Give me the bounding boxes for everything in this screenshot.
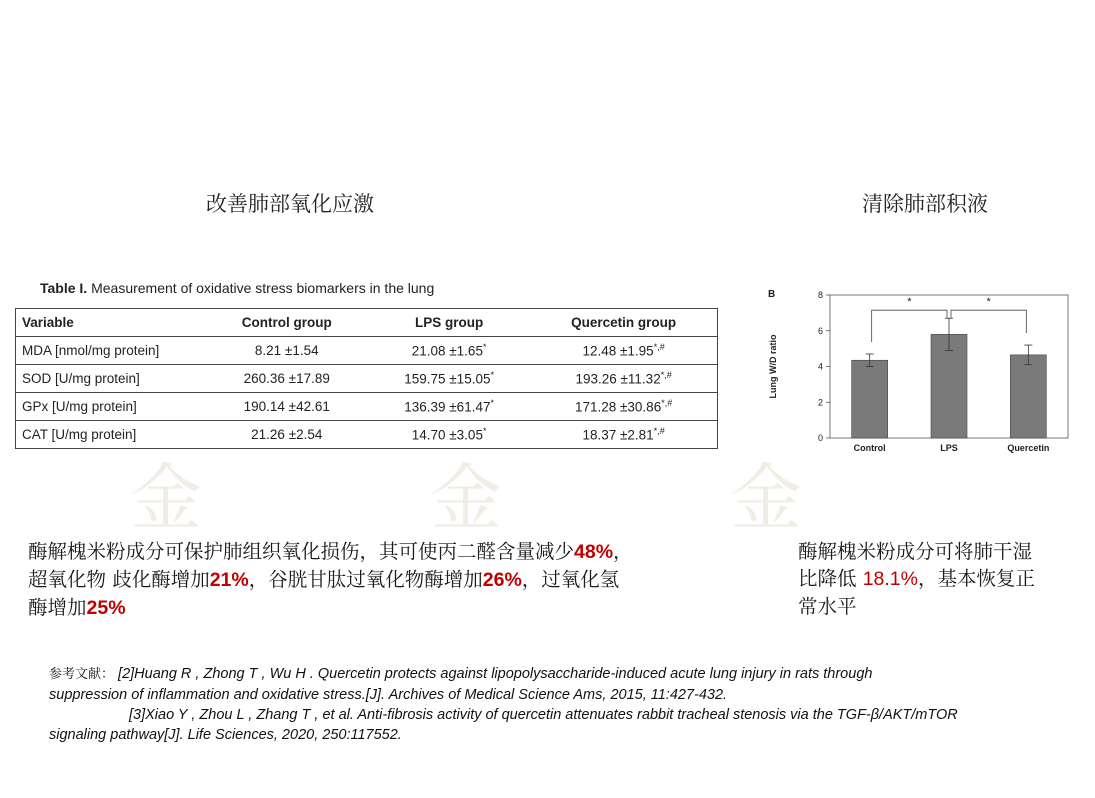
cell-variable: CAT [U/mg protein] xyxy=(16,421,206,449)
header-control: Control group xyxy=(206,309,369,337)
heading-lung-fluid: 清除肺部积液 xyxy=(862,192,988,216)
reference-text: [3]Xiao Y , Zhou L , Zhang T , et al. Anti-fibrosis activity of quercetin attenuates rabbit tracheal stenosis via the TGF-β/AKT/mTOR xyxy=(129,707,958,723)
para-text: 超氧化物 歧化酶增加 xyxy=(28,568,210,591)
cell-lps xyxy=(368,393,530,421)
reference-text: signaling pathway[J]. Life Sciences, 2020, 250:117552. xyxy=(49,727,402,743)
cell-value: 136.39 ±61.47 xyxy=(404,399,491,415)
para-text: 酶解槐米粉成分可将肺干湿 xyxy=(798,540,1033,563)
lung-wd-ratio-chart xyxy=(760,283,1075,463)
para-text: ，谷胱甘肽过氧化物酶增加 xyxy=(248,568,483,591)
cell-variable: GPx [U/mg protein] xyxy=(16,393,206,421)
y-tick-label: 6 xyxy=(817,325,823,336)
heading-oxidative-stress: 改善肺部氧化应激 xyxy=(206,192,374,216)
header-variable: Variable xyxy=(16,309,206,337)
watermark-glyph: 金 xyxy=(430,456,503,540)
x-tick-label: Quercetin xyxy=(1007,443,1050,453)
references xyxy=(49,664,1059,745)
cell-quercetin xyxy=(530,421,717,449)
cell-sup: * xyxy=(482,342,487,353)
cell-lps xyxy=(368,337,530,365)
highlight-pct: 26% xyxy=(482,569,522,591)
biomarker-table xyxy=(15,308,718,449)
table-caption-label: Table I. xyxy=(40,280,88,296)
cell-quercetin xyxy=(530,365,717,393)
x-tick-label: Control xyxy=(853,443,886,453)
cell-value: 12.48 ±1.95 xyxy=(582,343,654,359)
table-header-row xyxy=(16,309,718,337)
y-tick-label: 2 xyxy=(817,397,823,408)
para-text: ， xyxy=(613,540,633,563)
highlight-pct: 21% xyxy=(209,569,249,591)
table-row xyxy=(16,421,718,449)
cell-quercetin xyxy=(530,393,717,421)
cell-value: 21.08 ±1.65 xyxy=(411,343,483,359)
cell-sup: *,# xyxy=(660,370,672,381)
para-text: 酶解槐米粉成分可保护肺组织氧化损伤，其可使丙二醛含量减少 xyxy=(28,540,575,563)
para-text: ，基本恢复正 xyxy=(918,567,1036,590)
cell-lps xyxy=(368,365,530,393)
table-row xyxy=(16,337,718,365)
cell-variable: SOD [U/mg protein] xyxy=(16,365,206,393)
cell-sup: * xyxy=(482,426,487,437)
cell-value: 171.28 ±30.86 xyxy=(574,399,662,415)
reference-text: suppression of inflammation and oxidative stress.[J]. Archives of Medical Science Ams, 2015, 11:427-432. xyxy=(49,687,728,703)
table-caption-text: Measurement of oxidative stress biomarkers in the lung xyxy=(87,280,435,296)
header-quercetin: Quercetin group xyxy=(530,309,717,337)
table-caption xyxy=(40,280,434,296)
bar xyxy=(1010,355,1046,438)
y-tick-label: 0 xyxy=(817,433,823,443)
cell-value: 14.70 ±3.05 xyxy=(411,427,483,443)
significance-bracket xyxy=(951,310,1026,333)
cell-variable: MDA [nmol/mg protein] xyxy=(16,337,206,365)
y-tick-label: 4 xyxy=(817,361,823,372)
bar xyxy=(852,360,888,438)
header-lps: LPS group xyxy=(368,309,530,337)
para-text: ，过氧化氢 xyxy=(521,568,620,591)
y-axis-label: Lung W/D ratio xyxy=(768,334,778,399)
panel-label: B xyxy=(768,289,776,300)
significance-label: * xyxy=(907,296,912,309)
oxidative-stress-summary xyxy=(28,538,728,622)
cell-control: 260.36 ±17.89 xyxy=(206,365,369,393)
cell-sup: *,# xyxy=(653,426,665,437)
cell-value: 159.75 ±15.05 xyxy=(404,371,491,387)
cell-sup: * xyxy=(490,398,494,409)
highlight-pct: 18.1% xyxy=(862,568,918,590)
reference-text: [2]Huang R , Zhong T , Wu H . Quercetin protects against lipopolysaccharide-induced acute lung injury in rats through xyxy=(118,666,873,682)
cell-value: 193.26 ±11.32 xyxy=(575,371,661,387)
y-tick-label: 8 xyxy=(817,290,823,300)
cell-control: 190.14 ±42.61 xyxy=(206,393,369,421)
para-text: 比降低 xyxy=(798,567,863,590)
cell-sup: * xyxy=(490,370,494,381)
table-row xyxy=(16,393,718,421)
para-text: 酶增加 xyxy=(28,596,87,619)
cell-control: 21.26 ±2.54 xyxy=(206,421,369,449)
cell-value: 18.37 ±2.81 xyxy=(582,427,654,443)
x-tick-label: LPS xyxy=(940,443,958,453)
highlight-pct: 25% xyxy=(86,597,126,619)
para-text: 常水平 xyxy=(798,595,857,618)
watermark-glyph: 金 xyxy=(730,456,803,540)
cell-sup: *,# xyxy=(661,398,673,409)
cell-quercetin xyxy=(530,337,717,365)
watermark-glyph: 金 xyxy=(130,456,203,540)
lung-fluid-summary xyxy=(798,538,1083,620)
significance-label: * xyxy=(986,296,991,309)
cell-control: 8.21 ±1.54 xyxy=(206,337,369,365)
cell-sup: *,# xyxy=(653,342,665,353)
references-label: 参考文献： xyxy=(49,667,115,682)
table-row xyxy=(16,365,718,393)
cell-lps xyxy=(368,421,530,449)
highlight-pct: 48% xyxy=(574,541,614,563)
